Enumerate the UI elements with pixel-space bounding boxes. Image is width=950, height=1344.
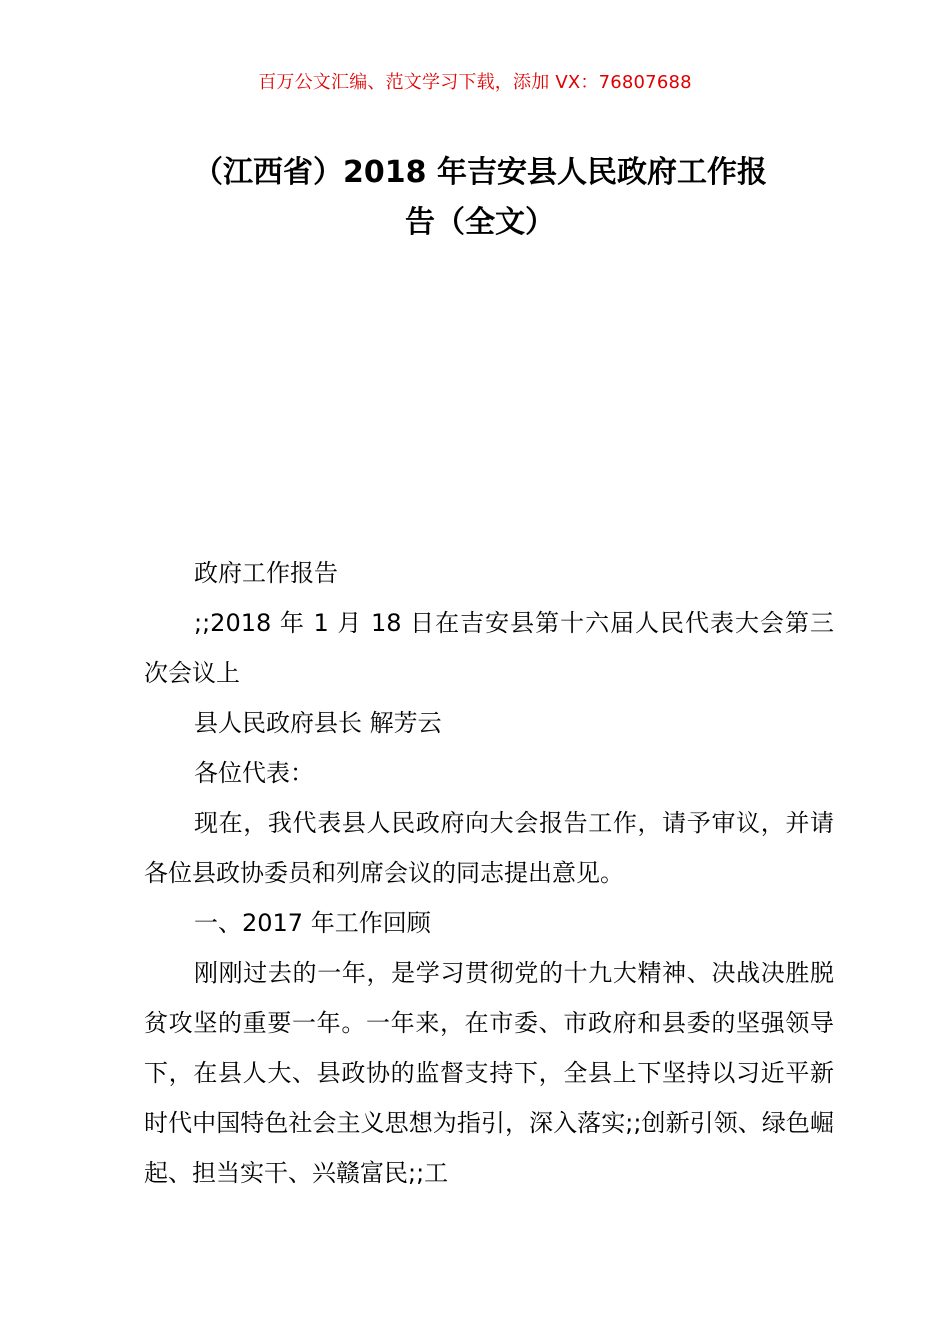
document-body	[144, 548, 834, 1198]
paragraph-date: ;;2018 年 1 月 18 日在吉安县第十六届人民代表大会第三次会议上	[144, 609, 834, 687]
header-note: 百万公文汇编、范文学习下载，添加 VX：76807688	[258, 72, 692, 93]
paragraph-review: 刚刚过去的一年，是学习贯彻党的十九大精神、决战决胜脱贫攻坚的重要一年。一年来，在市委、市政府和县委的坚强领导下，在县人大、县政协的监督支持下，全县上下坚持以习近平新时代中国特色社会主义思想为指引，深入落实;;创新引领、绿色崛起、担当实干、兴赣富民;;工	[144, 959, 834, 1187]
title-line-1: （江西省）2018 年吉安县人民政府工作报	[193, 155, 767, 190]
paragraph-heading: 政府工作报告	[194, 559, 338, 587]
section-heading: 一、2017 年工作回顾	[194, 909, 431, 937]
paragraph-speaker: 县人民政府县长 解芳云	[194, 709, 442, 737]
paragraph-intro: 现在，我代表县人民政府向大会报告工作，请予审议，并请各位县政协委员和列席会议的同志提出意见。	[144, 809, 834, 887]
paragraph-salutation: 各位代表：	[194, 759, 314, 787]
title-line-2: 告（全文）	[405, 205, 555, 240]
document-title	[150, 148, 810, 248]
